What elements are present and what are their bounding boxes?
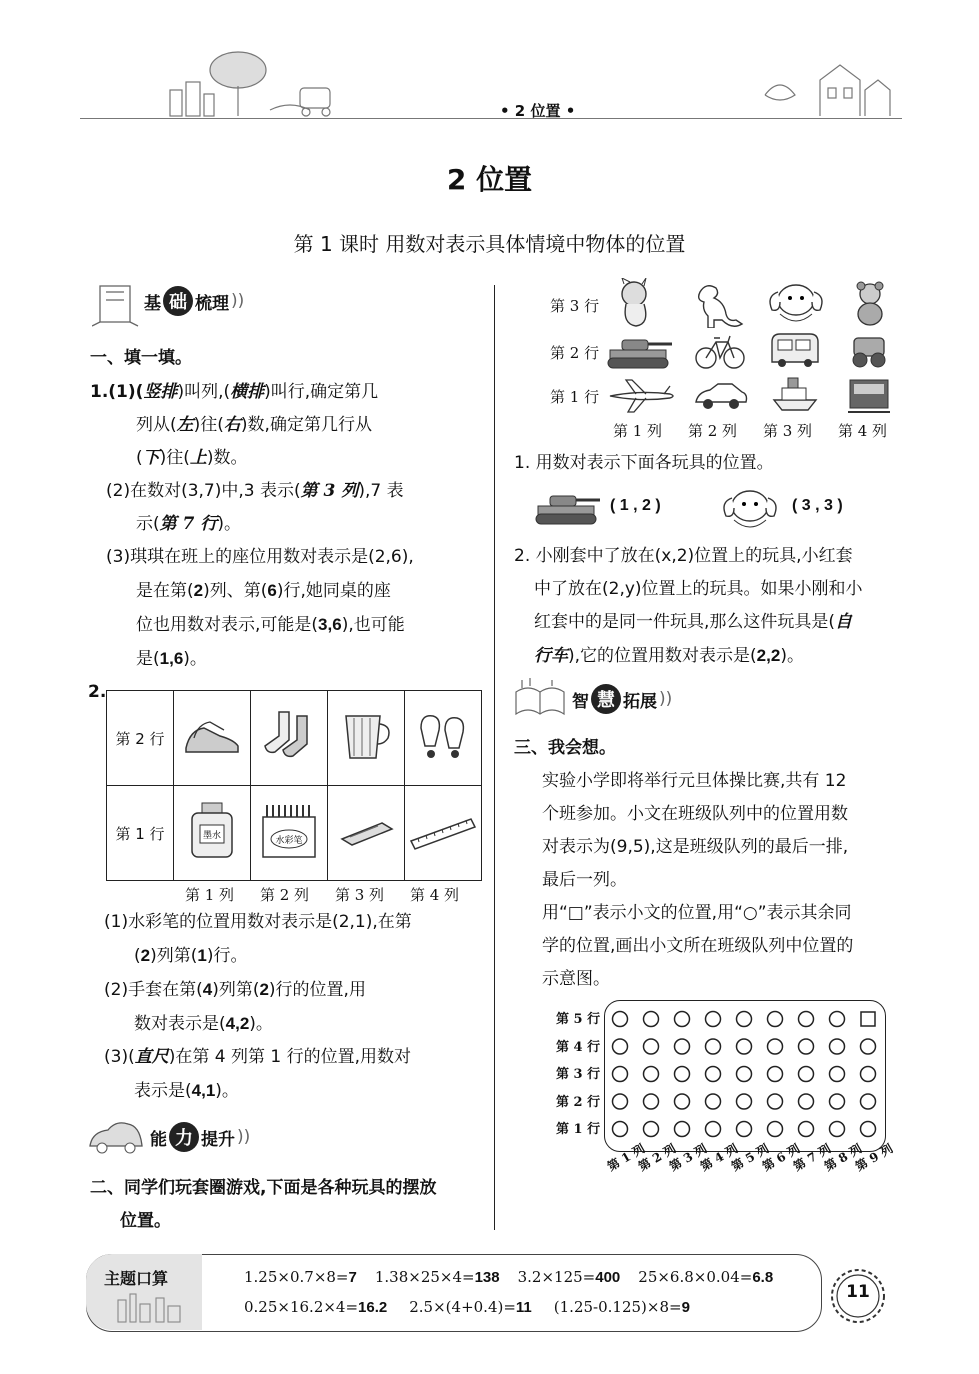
calc-item: [554, 1298, 690, 1316]
classmate-circle: [768, 1067, 783, 1082]
classmate-circle: [613, 1067, 628, 1082]
classmate-circle: [737, 1122, 752, 1137]
van-toy-icon: [768, 330, 822, 370]
calc-question: (1.25-0.125)×8=: [553, 1298, 682, 1316]
train-toy-icon: [846, 376, 892, 414]
answer: 4: [202, 980, 213, 999]
dinosaur-toy-icon: [692, 280, 744, 328]
formation-column-label: 第 9 列: [853, 1141, 896, 1174]
classmate-circle: [675, 1122, 690, 1137]
text: 最后一列。: [542, 870, 627, 890]
car-illustration-icon: [86, 1118, 146, 1158]
calc-question: 0.25×16.2×4=: [244, 1298, 359, 1316]
classmate-circle: [706, 1039, 721, 1054]
classmate-circle: [613, 1122, 628, 1137]
text: 个班参加。小文在班级队列中的位置用数: [542, 804, 848, 824]
student-square: [861, 1012, 875, 1026]
calc-question: 2.5×(4+0.4)=: [409, 1298, 516, 1316]
basics-section-tag: [144, 286, 244, 316]
text: ),它的位置用数对表示是(: [568, 646, 757, 666]
cat-toy-icon: [612, 278, 662, 328]
classmate-circle: [644, 1067, 659, 1082]
formation-diagram: [604, 1000, 884, 1150]
answer: 4,2: [225, 1014, 250, 1033]
text: )往(: [159, 448, 190, 468]
column-label: 第 1 列: [184, 886, 235, 904]
text: 示(: [136, 514, 160, 534]
tag-circle: 力: [169, 1122, 199, 1152]
text: 数对表示是(: [134, 1014, 226, 1034]
text: )行,她同桌的座: [276, 581, 391, 601]
ruler-icon: [405, 786, 482, 881]
shoes-icon: [174, 691, 251, 786]
text: (: [136, 448, 143, 468]
calc-answer: 138: [474, 1269, 500, 1286]
text: (: [134, 946, 141, 966]
classmate-circle: [861, 1122, 876, 1137]
text: (3)(: [104, 1047, 135, 1067]
text: 示意图。: [542, 969, 610, 989]
tank-toy-icon: [532, 490, 604, 526]
column-label: 第 3 列: [334, 886, 385, 904]
answer: 自: [835, 612, 853, 632]
answer: 上: [189, 448, 207, 468]
classmate-circle: [768, 1122, 783, 1137]
text: )在第 4 列第 1 行的位置,用数对: [168, 1047, 412, 1067]
answer: 行车: [534, 646, 568, 666]
text: (1)水彩笔的位置用数对表示是(2,1),在第: [104, 912, 412, 932]
toy-row-label: 第 2 行: [550, 344, 600, 362]
formation-row-label: 第 5 行: [556, 1012, 601, 1027]
wisdom-section-tag: [572, 684, 672, 714]
calc-question: 1.38×25×4=: [374, 1268, 475, 1286]
answer: 2: [140, 946, 151, 965]
answer: ( 1 , 2 ): [610, 497, 661, 514]
formation-column-label: 第 6 列: [760, 1141, 803, 1174]
tag-text: 提升: [201, 1129, 235, 1150]
question-2-subparts: [104, 906, 494, 1108]
question-2-number: 2.: [88, 682, 107, 702]
teddy-bear-toy-icon: [850, 280, 890, 326]
text: )行。: [206, 946, 248, 966]
lesson-title: 第 1 课时 用数对表示具体情境中物体的位置: [293, 232, 686, 256]
text: )数,确定第几行从: [240, 415, 372, 435]
airplane-toy-icon: [606, 378, 676, 414]
cup-icon: [328, 691, 405, 786]
column-label: 第 1 列: [612, 422, 663, 440]
classmate-circle: [706, 1012, 721, 1027]
classmate-circle: [613, 1039, 628, 1054]
calc-answer: 11: [515, 1299, 532, 1316]
text: (3)琪琪在班上的座位用数对表示是(2,6),: [106, 547, 414, 567]
text: (2)手套在第(: [104, 980, 203, 1000]
text: 实验小学即将举行元旦体操比赛,共有 12: [542, 771, 847, 791]
answer: 2: [193, 581, 204, 600]
part2-text: 二、同学们玩套圈游戏,下面是各种玩具的摆放: [90, 1178, 437, 1198]
mental-math-title: 主题口算: [104, 1269, 169, 1288]
part2-text: 位置。: [120, 1211, 171, 1231]
calc-item: [244, 1268, 357, 1286]
text: )列、第(: [203, 581, 268, 601]
page-number: 11: [846, 1282, 870, 1302]
text: 是(: [136, 649, 160, 669]
calc-item: [518, 1268, 621, 1286]
formation-column-label: 第 4 列: [698, 1141, 741, 1174]
right-question-2: [514, 540, 914, 673]
answer: 直尺: [134, 1047, 169, 1067]
toy-row-label: 第 1 行: [550, 388, 600, 406]
classmate-circle: [830, 1122, 845, 1137]
column-label: 第 2 列: [687, 422, 738, 440]
formation-column-label: 第 3 列: [667, 1141, 710, 1174]
tag-arrows-icon: )): [237, 1127, 251, 1147]
tag-circle: 慧: [591, 684, 621, 714]
text: 对表示为(9,5),这是班级队列的最后一排,: [542, 837, 849, 857]
page-title: 2 位置: [446, 163, 533, 196]
text: )列第(: [150, 946, 198, 966]
text: ),7 表: [358, 481, 404, 501]
classmate-circle: [861, 1067, 876, 1082]
classmate-circle: [706, 1067, 721, 1082]
column-label: 第 3 列: [762, 422, 813, 440]
formation-column-label: 第 2 列: [636, 1141, 679, 1174]
answer: 竖排: [143, 382, 178, 402]
classmate-circle: [675, 1094, 690, 1109]
header-rule: [80, 118, 902, 119]
calc-item: [409, 1298, 532, 1316]
answer: 右: [223, 415, 241, 435]
mental-math-row-2: [244, 1298, 690, 1316]
puppy-toy-icon: [718, 484, 782, 534]
classmate-circle: [737, 1039, 752, 1054]
tank-toy-icon: [604, 334, 676, 370]
part3-paragraph: [542, 765, 912, 996]
text: )往(: [193, 415, 224, 435]
text: )。: [249, 1014, 273, 1034]
calc-item: [375, 1268, 500, 1286]
text: 用“□”表示小文的位置,用“○”表示其余同: [542, 903, 852, 923]
classmate-circle: [830, 1012, 845, 1027]
formation-row-label: 第 4 行: [556, 1039, 601, 1055]
city-illustration-icon: [108, 1290, 194, 1324]
classmate-circle: [644, 1094, 659, 1109]
classmate-circle: [737, 1094, 752, 1109]
classmate-circle: [706, 1122, 721, 1137]
calc-answer: 16.2: [358, 1299, 388, 1316]
bicycle-toy-icon: [694, 332, 746, 370]
tag-arrows-icon: )): [659, 689, 673, 709]
classmate-circle: [737, 1012, 752, 1027]
tag-text: 拓展: [623, 691, 657, 712]
classmate-circle: [799, 1122, 814, 1137]
header-section-label: • 2 位置 •: [500, 102, 576, 120]
items-grid: [106, 690, 482, 881]
answer: 1: [197, 946, 207, 965]
row-label: 第 2 行: [107, 691, 174, 786]
tag-char: 智: [572, 691, 589, 712]
text: ),也可能: [341, 615, 405, 635]
formation-row-label: 第 2 行: [556, 1094, 601, 1110]
calc-answer: 400: [595, 1269, 621, 1286]
row-label: 第 1 行: [107, 786, 174, 881]
formation-column-labels: [598, 1141, 898, 1196]
classmate-circle: [644, 1039, 659, 1054]
column-label: 第 2 列: [259, 886, 310, 904]
text: 红套中的是同一件玩具,那么这件玩具是(: [534, 612, 836, 632]
answer: 4,1: [191, 1081, 216, 1100]
classmate-circle: [799, 1039, 814, 1054]
formation-column-label: 第 5 列: [729, 1141, 772, 1174]
answer: 6: [267, 581, 277, 600]
answer: 第 3 列: [300, 481, 359, 501]
text: )。: [780, 646, 804, 666]
column-label: 第 4 列: [837, 422, 888, 440]
text: )行的位置,用: [268, 980, 366, 1000]
formation-column-label: 第 1 列: [605, 1141, 648, 1174]
classmate-circle: [768, 1039, 783, 1054]
classmate-circle: [644, 1122, 659, 1137]
pen-label: 水彩笔: [275, 836, 303, 846]
tag-char: 能: [150, 1129, 167, 1150]
classmate-circle: [675, 1067, 690, 1082]
text: )叫列,(: [177, 382, 231, 402]
classmate-circle: [830, 1039, 845, 1054]
text: )数。: [206, 448, 248, 468]
pencil-box-icon: [328, 786, 405, 881]
gloves-icon: [405, 691, 482, 786]
book-illustration-icon: [512, 678, 568, 718]
classmate-circle: [675, 1039, 690, 1054]
ink-bottle-icon: [174, 786, 251, 881]
classmate-circle: [768, 1012, 783, 1027]
classmate-circle: [644, 1012, 659, 1027]
classmate-circle: [861, 1094, 876, 1109]
text: 是在第(: [136, 581, 194, 601]
text: )。: [183, 649, 207, 669]
column-label: 第 4 列: [409, 886, 460, 904]
toy-column-labels: [600, 420, 900, 441]
text: )叫行,确定第几: [264, 382, 379, 402]
answer: 3,6: [318, 615, 342, 634]
calc-item: [638, 1268, 773, 1286]
formation-column-label: 第 8 列: [822, 1141, 865, 1174]
calc-question: 3.2×125=: [517, 1268, 596, 1286]
calc-answer: 6.8: [752, 1269, 774, 1286]
answer: ( 3 , 3 ): [792, 497, 843, 514]
slide-illustration-icon: [92, 282, 142, 328]
answer: 2,2: [756, 646, 781, 665]
car-toy-icon: [692, 380, 748, 412]
text: 位也用数对表示,可能是(: [136, 615, 319, 635]
column-divider: [494, 285, 495, 1230]
tag-arrows-icon: )): [231, 291, 245, 311]
calc-question: 1.25×0.7×8=: [244, 1268, 349, 1286]
tag-circle: 础: [163, 286, 193, 316]
classmate-circle: [799, 1012, 814, 1027]
socks-icon: [251, 691, 328, 786]
text: )列第(: [212, 980, 260, 1000]
right-question-1: 1. 用数对表示下面各玩具的位置。: [514, 453, 774, 473]
calc-item: [244, 1298, 387, 1316]
classmate-circle: [737, 1067, 752, 1082]
ink-label: 墨水: [202, 831, 222, 841]
answer: 横排: [230, 382, 265, 402]
classmate-circle: [768, 1094, 783, 1109]
part1-title: 一、填一填。: [90, 348, 192, 368]
tag-text: 梳理: [195, 293, 229, 314]
truck-toy-icon: [848, 330, 890, 370]
watercolor-pens-icon: [251, 786, 328, 881]
formation-column-label: 第 7 列: [791, 1141, 834, 1174]
text: )。: [217, 514, 241, 534]
grid-column-labels: [172, 884, 472, 905]
classmate-circle: [830, 1067, 845, 1082]
question-1: [90, 376, 490, 676]
calc-question: 25×6.8×0.04=: [638, 1268, 753, 1286]
answer: 左: [176, 415, 194, 435]
part3-title: 三、我会想。: [514, 738, 616, 758]
answer: 下: [142, 448, 160, 468]
answer: 1,6: [159, 649, 184, 668]
classmate-circle: [613, 1094, 628, 1109]
classmate-circle: [799, 1067, 814, 1082]
ability-section-tag: [150, 1122, 250, 1152]
calc-answer: 9: [681, 1299, 690, 1316]
classmate-circle: [706, 1094, 721, 1109]
text: 表示是(: [134, 1081, 192, 1101]
text: 2. 小刚套中了放在(x,2)位置上的玩具,小红套: [514, 546, 853, 566]
text: (2)在数对(3,7)中,3 表示(: [106, 481, 301, 501]
mental-math-row-1: [244, 1268, 773, 1286]
formation-row-label: 第 3 行: [556, 1067, 601, 1082]
formation-row-label: 第 1 行: [556, 1122, 601, 1137]
calc-answer: 7: [348, 1269, 357, 1286]
toy-row-label: 第 3 行: [550, 297, 600, 315]
answer: 2: [259, 980, 269, 999]
classmate-circle: [799, 1094, 814, 1109]
classmate-circle: [861, 1039, 876, 1054]
text: 列从(: [136, 415, 177, 435]
text: 学的位置,画出小文所在班级队列中位置的: [542, 936, 854, 956]
classmate-circle: [675, 1012, 690, 1027]
classmate-circle: [613, 1012, 628, 1027]
answer: 第 7 行: [159, 514, 218, 534]
ship-toy-icon: [770, 374, 820, 414]
classmate-circle: [830, 1094, 845, 1109]
tag-char: 基: [144, 293, 161, 314]
puppy-toy-icon: [764, 278, 828, 328]
text: 1.(1)(: [90, 382, 144, 402]
text: 中了放在(2,y)位置上的玩具。如果小刚和小: [534, 579, 863, 599]
text: )。: [215, 1081, 239, 1101]
